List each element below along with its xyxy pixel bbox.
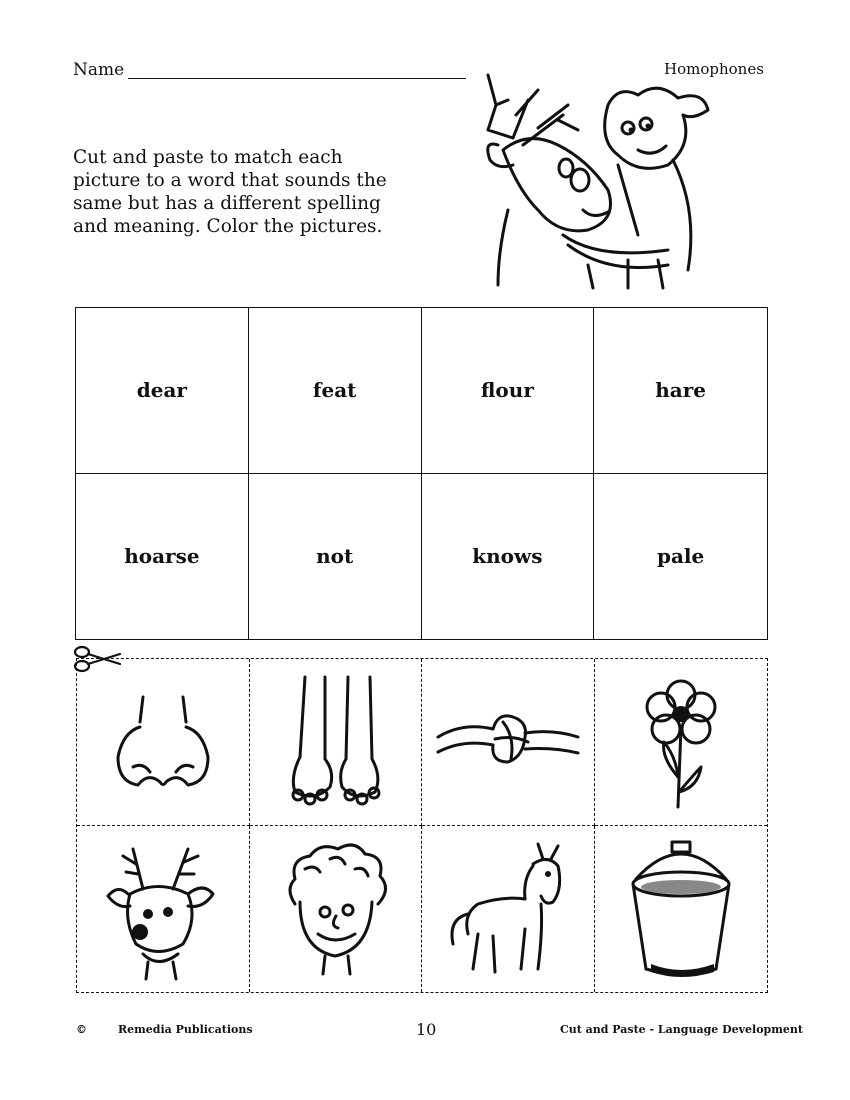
word-label: dear [136, 378, 187, 403]
footer-book-title: Cut and Paste - Language Development [560, 1023, 803, 1036]
picture-cell[interactable] [250, 659, 423, 826]
word-table [75, 307, 768, 640]
word-cell[interactable] [422, 474, 595, 640]
footer-page-number: 10 [416, 1020, 437, 1039]
picture-cell[interactable] [595, 826, 768, 993]
word-cell[interactable] [594, 474, 767, 640]
word-label: flour [480, 378, 534, 403]
feet-icon [260, 667, 410, 817]
flower-icon [606, 667, 756, 817]
word-label: pale [656, 544, 705, 569]
hair-icon [260, 834, 410, 984]
instructions: Cut and paste to match each picture to a word that sounds the same but has a different spelling and meaning. Color the pictures. [73, 147, 387, 237]
word-label: hoarse [124, 544, 200, 569]
knot-icon [433, 667, 583, 817]
reindeer-hug-illustration [468, 60, 718, 290]
footer-copyright: © [76, 1023, 87, 1036]
word-cell[interactable] [249, 474, 422, 640]
name-label: Name [73, 60, 125, 80]
word-label: knows [472, 544, 543, 569]
word-cell[interactable] [76, 308, 249, 474]
word-label: not [316, 544, 354, 569]
word-label: hare [655, 378, 706, 403]
word-cell[interactable] [249, 308, 422, 474]
horse-icon [433, 834, 583, 984]
picture-cell[interactable] [77, 826, 250, 993]
picture-cell[interactable] [422, 659, 595, 826]
name-line[interactable] [128, 78, 466, 79]
deer-icon [88, 834, 238, 984]
picture-cell[interactable] [77, 659, 250, 826]
pail-icon [606, 834, 756, 984]
picture-cell[interactable] [250, 826, 423, 993]
footer-publisher: Remedia Publications [118, 1023, 253, 1036]
nose-icon [88, 667, 238, 817]
picture-cell[interactable] [422, 826, 595, 993]
word-cell[interactable] [594, 308, 767, 474]
word-cell[interactable] [76, 474, 249, 640]
word-cell[interactable] [422, 308, 595, 474]
picture-grid [76, 658, 768, 993]
worksheet-topic: Homophones [664, 60, 764, 78]
word-label: feat [312, 378, 357, 403]
picture-cell[interactable] [595, 659, 768, 826]
